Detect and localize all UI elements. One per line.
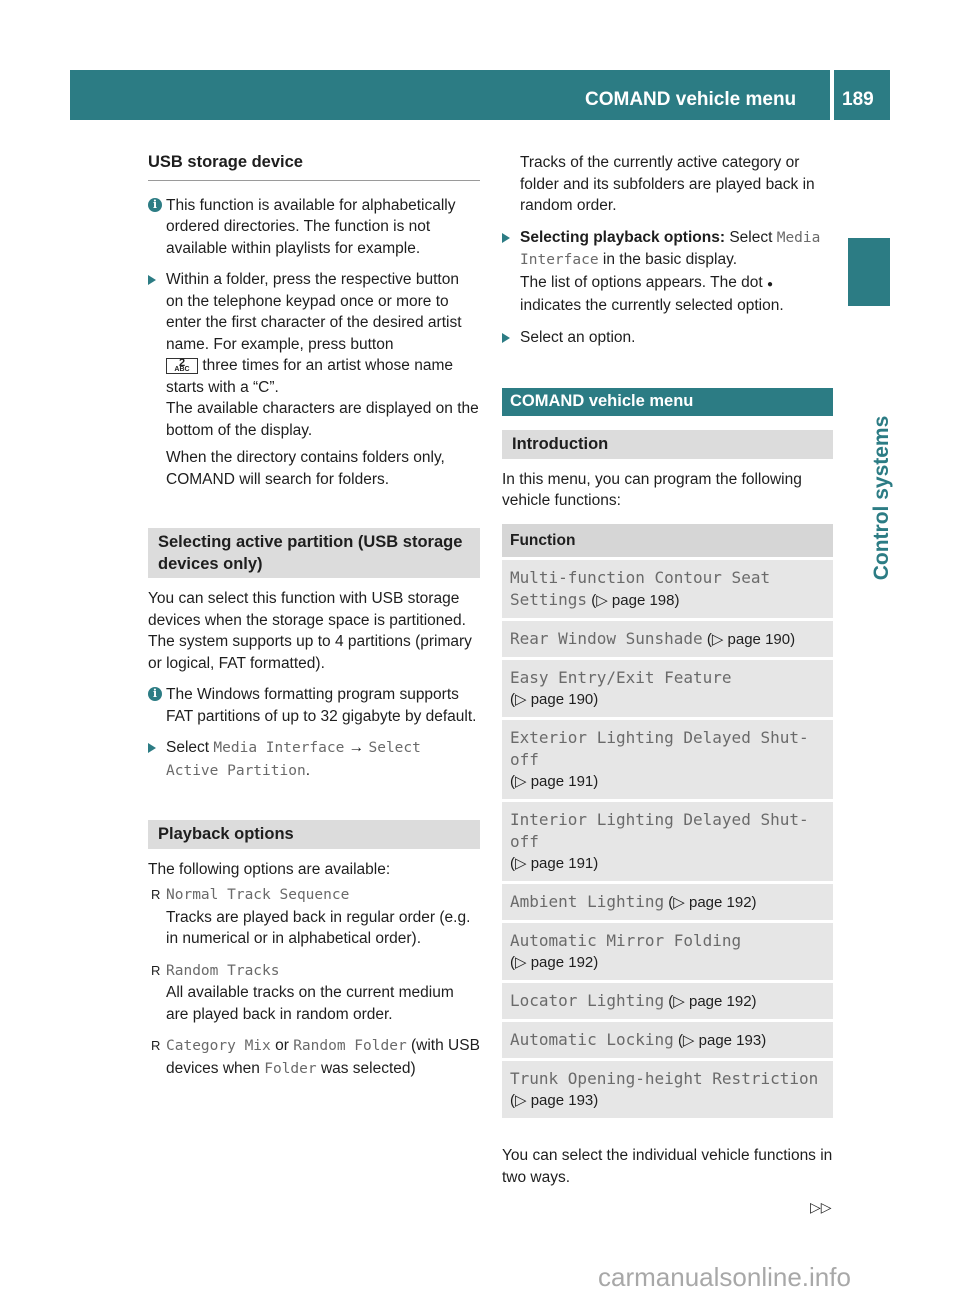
- option-text: (with USB devices when: [166, 1037, 480, 1077]
- table-row: Automatic Locking (▷ page 193): [502, 1022, 833, 1058]
- step-text: in the basic display.: [602, 251, 738, 268]
- partition-text: You can select this function with USB storage devices when the storage space is partitioned. The system supports up to 4 partitions (primary or logical, FAT formatted).: [148, 590, 472, 672]
- header-separator: [830, 70, 834, 120]
- table-row: Easy Entry/Exit Feature (▷ page 190): [502, 660, 833, 717]
- step-arrow-icon: [502, 333, 510, 343]
- continued-text: Tracks of the currently active category or folder and its subfolders are played back in random order.: [520, 154, 815, 214]
- info-note: [148, 195, 480, 260]
- list-item: [148, 1035, 480, 1080]
- list-item: [148, 960, 480, 1026]
- bullet-marker: R: [151, 887, 161, 902]
- instruction-step: [502, 327, 833, 349]
- usb-heading: USB storage device: [148, 152, 480, 181]
- step-text: Select: [166, 739, 210, 756]
- side-chapter-label: Control systems: [870, 415, 893, 581]
- table-row: Trunk Opening-height Restriction (▷ page 193): [502, 1061, 833, 1118]
- step-text: indicates the currently selected option.: [520, 297, 784, 314]
- table-row: Automatic Mirror Folding (▷ page 192): [502, 923, 833, 980]
- keypad-2-abc-icon: 2 ABC: [166, 358, 198, 374]
- partition-heading: Selecting active partition (USB storage devices only): [148, 528, 480, 578]
- intro-heading: Introduction: [502, 430, 833, 459]
- option-name: Random Tracks: [166, 962, 280, 979]
- instruction-step: [148, 737, 480, 782]
- step-text: Within a folder, press the respective button on the telephone keypad once or more to enter the first character of the desired artist name. For example, press button: [166, 271, 462, 353]
- watermark: carmanualsonline.info: [598, 1262, 851, 1292]
- playback-heading: Playback options: [148, 820, 480, 849]
- option-desc: Tracks are played back in regular order (e.g. in numerical or in alphabetical order).: [166, 908, 471, 947]
- step-text: three times for an artist whose name starts with a “C”.: [166, 357, 454, 396]
- option-name: Folder: [264, 1060, 317, 1077]
- instruction-step: [148, 269, 480, 490]
- step-text: Select an option.: [520, 328, 636, 346]
- info-note: [148, 684, 480, 727]
- option-name: Random Folder: [293, 1038, 407, 1054]
- menu-term: Media Interface: [520, 229, 821, 268]
- table-row: Interior Lighting Delayed Shut-off (▷ page 191): [502, 802, 833, 881]
- option-text: was selected): [320, 1059, 416, 1077]
- instruction-step: [502, 227, 833, 317]
- info-icon: i: [148, 687, 162, 701]
- step-text: When the directory contains folders only, COMAND will search for folders.: [166, 449, 445, 488]
- info-text: The Windows formatting program supports FAT partitions of up to 32 gigabyte by default.: [166, 686, 477, 725]
- option-name: Normal Track Sequence: [166, 887, 350, 903]
- table-header: Function: [502, 524, 833, 558]
- menu-arrow: →: [348, 739, 365, 756]
- page-number: 189: [842, 89, 874, 110]
- punctuation: .: [305, 761, 310, 779]
- section-heading: COMAND vehicle menu: [502, 388, 833, 416]
- info-icon: i: [148, 198, 162, 212]
- step-text: Select: [729, 228, 773, 246]
- table-row: Ambient Lighting (▷ page 192): [502, 884, 833, 920]
- side-tab-block: [848, 238, 890, 306]
- table-row: Exterior Lighting Delayed Shut-off (▷ page 191): [502, 720, 833, 799]
- step-arrow-icon: [502, 233, 510, 243]
- step-label: Selecting playback options:: [520, 228, 725, 246]
- playback-intro: The following options are available:: [148, 860, 391, 878]
- option-desc: All available tracks on the current medium are played back in random order.: [166, 984, 454, 1023]
- step-text: The available characters are displayed on the bottom of the display.: [166, 400, 479, 439]
- menu-term: Media Interface: [213, 740, 345, 756]
- step-arrow-icon: [148, 275, 156, 285]
- function-table: [502, 521, 833, 1122]
- table-row: Locator Lighting (▷ page 192): [502, 983, 833, 1019]
- table-row: Multi-function Contour Seat Settings (▷ page 198): [502, 560, 833, 618]
- menu-term: Select Active Partition: [166, 740, 421, 779]
- step-arrow-icon: [148, 743, 156, 753]
- dot-icon: ●: [767, 278, 774, 290]
- closing-text: You can select the individual vehicle functions in two ways.: [502, 1147, 833, 1186]
- right-column: [502, 152, 833, 1198]
- page-title: COMAND vehicle menu: [585, 89, 797, 110]
- step-text: The list of options appears. The dot: [520, 273, 763, 291]
- info-text: This function is available for alphabetically ordered directories. The function is not available within playlists for example.: [166, 196, 456, 257]
- option-name: Category Mix: [166, 1038, 271, 1054]
- bullet-marker: R: [151, 1038, 161, 1053]
- left-column: [148, 152, 480, 1090]
- list-item: [148, 884, 480, 950]
- continue-icon: ▷▷: [810, 1199, 832, 1215]
- intro-text: In this menu, you can program the following vehicle functions:: [502, 470, 802, 509]
- table-row: Rear Window Sunshade (▷ page 190): [502, 621, 833, 657]
- bullet-marker: R: [151, 962, 161, 978]
- option-text: or: [275, 1037, 289, 1054]
